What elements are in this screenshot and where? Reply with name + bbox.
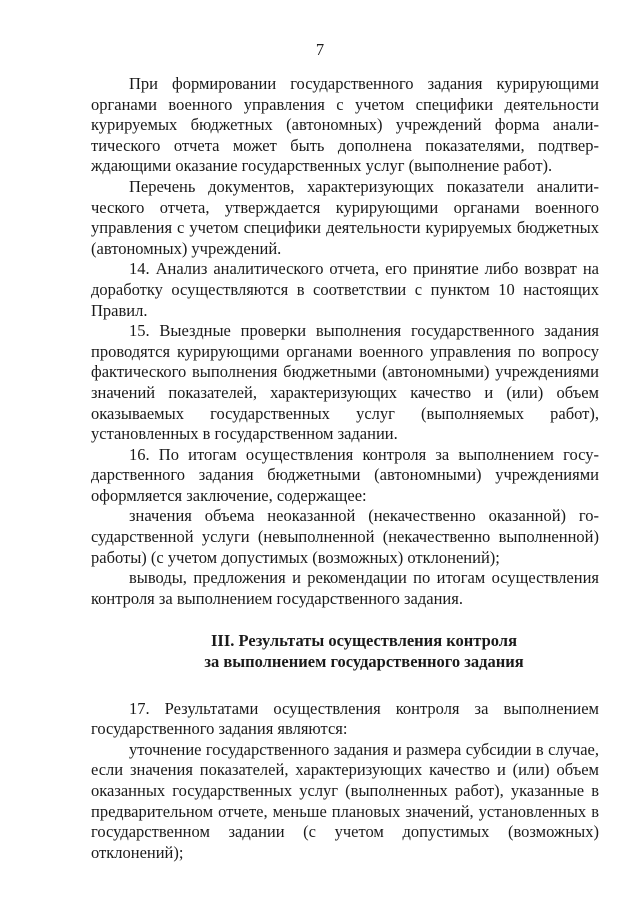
page-number: 7 xyxy=(315,40,325,59)
paragraph-conclusions: выводы, предложения и рекомендации по итогам осуществления контроля за выполнением государственного задания. xyxy=(91,568,599,608)
spacer xyxy=(91,609,599,631)
paragraph-item-15: 15. Выездные проверки выполнения государственного задания проводятся курирующими органами военного управления по вопросу фактического выполнения бюджетными (автономными) учреждениями значений показателей, характеризующих качество и (или) объем оказываемых государственных услуг (выполняемых работ), установленных в государственном задании. xyxy=(91,321,599,444)
paragraph-documents-list: Перечень документов, характеризующих показатели аналитического отчета, утверждается курирующими органами военного управления с учетом специфики деятельности курируемых бюджетных (автономных) учреждений. xyxy=(91,176,599,258)
paragraph-task-clarification: уточнение государственного задания и размера субсидии в случае, если значения показателей, характеризующих качество и (или) объем оказанных государственных услуг (выполненных работ), указанные в предварительном отчете, меньше плановых значений, установленных в государственном задании (с учетом допустимых (возможных) отклонений); xyxy=(91,739,599,862)
section-heading-line-2: за выполнением государственного задания xyxy=(204,652,524,672)
paragraph-volume-values: значения объема неоказанной (некачественно оказанной) государственной услуги (невыполненной (некачественно выполненной) работы) (с учетом допустимых (возможных) отклонений); xyxy=(91,506,599,567)
paragraph-item-17: 17. Результатами осуществления контроля за выполнением государственного задания являются: xyxy=(91,698,599,739)
section-heading xyxy=(91,631,599,672)
document-body xyxy=(91,74,599,863)
paragraph-item-16: 16. По итогам осуществления контроля за выполнением государственного задания бюджетными (автономными) учреждениями оформляется заключение, содержащее: xyxy=(91,444,599,505)
paragraph-item-14: 14. Анализ аналитического отчета, его принятие либо возврат на доработку осуществляются в соответствии с пунктом 10 настоящих Правил. xyxy=(91,259,599,320)
section-heading-line-1: III. Результаты осуществления контроля xyxy=(211,631,517,651)
paragraph-analytic-report-form: При формировании государственного задания курирующими органами военного управления с учетом специфики деятельности курируемых бюджетных (автономных) учреждений форма аналитического отчета может быть дополнена показателями, подтверждающими оказание государственных услуг (выполнение работ). xyxy=(91,74,599,176)
spacer xyxy=(91,673,599,699)
